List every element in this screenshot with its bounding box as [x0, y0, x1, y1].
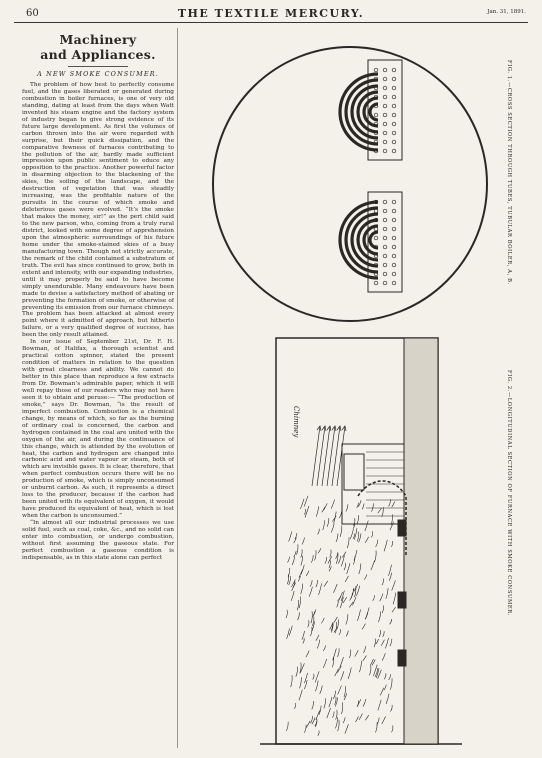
flame-stroke: [371, 561, 375, 571]
flame-stroke: [373, 665, 377, 676]
tube-circle: [392, 254, 396, 258]
boiler-tubes: [374, 68, 396, 285]
flame-stroke: [350, 529, 353, 539]
tube-circle: [383, 104, 387, 108]
flame-stroke: [345, 576, 348, 582]
flame-stroke: [362, 503, 364, 509]
tube-circle: [383, 218, 387, 222]
flame-stroke: [299, 596, 301, 608]
flame-stroke: [337, 648, 339, 657]
flame-stroke: [321, 618, 324, 624]
flame-stroke: [296, 544, 298, 555]
flame-stroke: [287, 557, 289, 563]
flame-stroke: [353, 534, 355, 539]
flame-stroke: [357, 609, 360, 620]
flame-stroke: [382, 716, 386, 724]
flame-stroke: [334, 617, 338, 623]
tube-circle: [392, 77, 396, 81]
flame-stroke: [324, 581, 328, 587]
flame-stroke: [295, 533, 297, 539]
tube-circle: [392, 218, 396, 222]
arrow-head: [317, 426, 321, 431]
flame-stroke: [338, 686, 342, 695]
flame-stroke: [344, 563, 346, 570]
caption-fig-2: FIG. 2.—LONGITUDINAL SECTION OF FURNACE WITH SMOKE CONSUMER.: [506, 370, 512, 617]
flame-stroke: [291, 591, 294, 601]
flame-stroke: [299, 690, 302, 701]
flame-stroke: [300, 677, 302, 688]
flame-stroke: [289, 626, 292, 636]
flame-stroke: [386, 694, 389, 704]
flame-stroke: [363, 699, 366, 706]
flame-stroke: [289, 576, 291, 585]
flame-stroke: [384, 685, 386, 690]
draught-arrow: [322, 426, 330, 486]
draught-arrow: [312, 426, 320, 486]
page-number: 60: [26, 8, 39, 19]
damper-block-3: [398, 650, 406, 666]
flame-stroke: [365, 521, 368, 531]
flame-stroke: [391, 705, 393, 712]
draught-arrow: [327, 426, 335, 486]
flame-stroke: [356, 586, 359, 596]
flame-stroke: [304, 509, 305, 515]
chimney-label: Chimney: [292, 406, 300, 438]
tube-circle: [383, 236, 387, 240]
flame-stroke: [312, 617, 314, 626]
upper-furnace-rings: [340, 74, 378, 150]
flame-stroke: [335, 697, 336, 705]
flame-stroke: [310, 580, 312, 586]
tube-circle: [392, 200, 396, 204]
tube-circle: [392, 95, 396, 99]
flame-stroke: [297, 600, 298, 610]
flame-stroke: [352, 589, 354, 595]
flame-stroke: [379, 612, 381, 623]
flame-stroke: [363, 656, 367, 661]
flame-stroke: [359, 713, 362, 719]
tube-circle: [383, 281, 387, 285]
flame-stroke: [303, 638, 304, 644]
arrow-head: [327, 426, 331, 431]
arrow-head: [322, 426, 326, 431]
flame-stroke: [390, 619, 392, 624]
flame-stroke: [377, 718, 380, 726]
flame-stroke: [384, 540, 387, 552]
flame-stroke: [346, 631, 348, 637]
flame-stroke: [315, 550, 317, 560]
flame-stroke: [311, 611, 312, 623]
column-rule: [177, 28, 178, 748]
flame-stroke: [302, 538, 304, 545]
arrow-head: [337, 426, 341, 431]
tube-circle: [383, 140, 387, 144]
flame-stroke: [318, 731, 319, 736]
flame-stroke: [323, 520, 325, 530]
flame-stroke: [331, 500, 334, 509]
tube-circle: [383, 149, 387, 153]
flame-stroke: [310, 627, 312, 636]
flame-stroke: [383, 631, 385, 637]
flame-stroke: [373, 595, 375, 601]
flame-stroke: [378, 508, 382, 513]
flame-stroke: [366, 607, 370, 619]
flame-stroke: [325, 557, 327, 564]
flame-stroke: [301, 565, 304, 574]
flame-stroke: [384, 673, 386, 679]
flame-stroke: [308, 620, 309, 627]
paragraph-1: The problem of how best to perfectly consume fuel, and the gases liberated or generated during combustion in boiler furnaces, is one of very old standing, dating at least from the days when Watt invented his steam engine and the factory system of industry began to give strong evidence of its future large development. As first the volumes of carbon thrown into the air were regarded with surprise, but their quick dissipation, and the comparative fewness of furnaces contributing to the pollution of the air, hardly made sufficient impression upon public sentiment to educe any opposition to the practice. Another powerful factor in disarming objection to the blackening of the skies, the soiling of the landscape, and the destruction of vegetation that was steadily increasing, was the profitable nature of the pursuits in the course of which smoke and deleterious gases were evolved. “It’s the smoke that makes the money, sir!” as the pert child said to the new parson, who, coming from a truly rural district, looked with some degree of apprehension upon the atmospheric surroundings of his future home under the smoke-stained skies of a busy manufacturing town. Though not strictly accurate, the remark of the child contained a substratum of truth. The evil has since continued to grow, both in extent and intensity, with our expanding industries, until it may properly be said to have become simply unendurable. Many endeavours have been made to devise a satisfactory method of abating or preventing the formation of smoke, or otherwise of preventing its emission from our furnace chimneys. The problem has been attacked at almost every point where it admitted of approach, but hitherto failure, or a very qualified degree of success, has been the only result attained.: [22, 82, 174, 339]
flame-stroke: [391, 541, 392, 547]
flame-stroke: [298, 612, 300, 620]
tube-circle: [392, 122, 396, 126]
flame-stroke: [363, 646, 365, 653]
tube-circle: [392, 113, 396, 117]
flame-stroke: [365, 537, 368, 543]
tube-circle: [392, 149, 396, 153]
tube-circle: [383, 113, 387, 117]
boiler-end-wall: [404, 338, 438, 744]
flame-stroke: [357, 701, 359, 708]
flame-stroke: [359, 563, 361, 574]
flame-stroke: [345, 724, 348, 733]
tube-circle: [383, 227, 387, 231]
tube-circle: [392, 209, 396, 213]
flame-stroke: [315, 671, 319, 682]
tube-circle: [383, 209, 387, 213]
flame-stroke: [374, 638, 375, 647]
tube-circle: [383, 122, 387, 126]
flame-stroke: [286, 722, 288, 731]
flame-stroke: [393, 593, 396, 605]
tube-circle: [392, 68, 396, 72]
draught-arrow: [317, 426, 325, 486]
flame-stroke: [376, 639, 379, 644]
tube-circle: [374, 68, 378, 72]
flame-stroke: [301, 549, 302, 557]
flame-stroke: [296, 667, 298, 677]
tube-circle: [383, 245, 387, 249]
figure-1-cross-section: [213, 47, 487, 321]
flame-stroke: [338, 556, 341, 564]
flame-stroke: [392, 607, 396, 612]
flame-stroke: [347, 563, 350, 574]
article-title: [22, 32, 174, 62]
flame-stroke: [341, 702, 342, 714]
flame-stroke: [380, 688, 383, 696]
flame-stroke: [291, 675, 293, 687]
flame-stroke: [306, 721, 310, 728]
flame-stroke: [339, 629, 341, 635]
flame-stroke: [304, 725, 306, 733]
damper-block-1: [398, 520, 406, 536]
flame-stroke: [292, 557, 295, 565]
flame-stroke: [313, 609, 315, 615]
flame-stroke: [320, 686, 323, 694]
flame-stroke: [354, 550, 357, 560]
tube-circle: [392, 263, 396, 267]
flame-stroke: [348, 668, 351, 679]
flame-stroke: [333, 584, 337, 593]
flame-stroke: [322, 507, 325, 512]
tube-circle: [392, 236, 396, 240]
flame-hatching: [286, 496, 396, 736]
flame-stroke: [358, 500, 361, 506]
flame-stroke: [340, 657, 344, 668]
flame-stroke: [371, 503, 373, 511]
flame-stroke: [309, 587, 312, 597]
flame-stroke: [311, 555, 313, 563]
flame-stroke: [317, 640, 319, 649]
tube-circle: [383, 68, 387, 72]
flame-stroke: [376, 540, 378, 547]
tube-circle: [392, 227, 396, 231]
tube-circle: [392, 281, 396, 285]
flame-stroke: [286, 610, 287, 618]
flame-stroke: [327, 518, 329, 527]
tube-circle: [392, 86, 396, 90]
caption-fig-2-wrap: [500, 370, 514, 700]
tube-circle: [392, 104, 396, 108]
flame-stroke: [316, 635, 319, 641]
flame-stroke: [392, 725, 393, 732]
flame-stroke: [324, 503, 328, 510]
tube-circle: [383, 263, 387, 267]
flame-stroke: [343, 597, 347, 603]
flame-stroke: [331, 523, 334, 532]
arrow-head: [342, 426, 346, 431]
tube-circle: [374, 113, 378, 117]
tube-circle: [383, 272, 387, 276]
flame-stroke: [385, 638, 388, 649]
tube-circle: [392, 140, 396, 144]
engineering-figure: [182, 26, 534, 748]
flame-stroke: [389, 565, 392, 576]
flame-stroke: [376, 722, 378, 732]
title-line-1: Machinery: [59, 32, 137, 47]
flame-stroke: [315, 681, 318, 692]
flame-stroke: [335, 622, 336, 633]
flame-stroke: [386, 588, 388, 599]
paragraph-3: “In almost all our industrial processes we use solid fuel, such as coal, coke, &c., and no solid can enter into combustion, or undergo combustion, without first assuming the gaseous state. For perfect combustion a gaseous condition is indispensable, as in this state alone can perfect: [22, 520, 174, 561]
caption-fig-1-wrap: [500, 60, 514, 310]
flame-stroke: [372, 660, 375, 666]
flame-stroke: [316, 506, 318, 516]
issue-date: Jan. 31, 1891.: [487, 9, 526, 15]
flame-stroke: [347, 537, 349, 548]
flame-stroke: [382, 507, 384, 517]
flame-stroke: [316, 711, 320, 720]
flame-stroke: [300, 499, 304, 509]
flame-stroke: [364, 574, 366, 579]
flame-stroke: [319, 706, 321, 715]
flame-stroke: [343, 717, 345, 723]
flame-stroke: [392, 502, 395, 508]
flame-stroke: [355, 650, 358, 656]
title-divider: [68, 66, 128, 67]
flame-stroke: [381, 640, 384, 646]
masthead: THE TEXTILE MERCURY.: [177, 7, 365, 20]
flame-stroke: [346, 614, 348, 624]
tube-circle: [383, 200, 387, 204]
figure-2-longitudinal-section: [260, 338, 462, 744]
tube-circle: [392, 245, 396, 249]
flame-stroke: [323, 645, 325, 651]
flame-stroke: [327, 708, 331, 718]
flame-stroke: [389, 674, 391, 680]
flame-stroke: [333, 648, 337, 660]
flame-stroke: [289, 532, 292, 542]
flame-stroke: [378, 700, 381, 711]
inspection-door: [344, 454, 364, 490]
article-column: [22, 26, 174, 748]
flame-stroke: [357, 532, 359, 542]
flame-stroke: [318, 529, 320, 535]
flame-stroke: [340, 526, 342, 537]
flame-stroke: [338, 720, 340, 731]
tube-circle: [383, 77, 387, 81]
flame-stroke: [294, 551, 297, 557]
flame-stroke: [362, 624, 365, 630]
flame-stroke: [382, 605, 383, 613]
title-line-2: and Appliances.: [40, 47, 156, 62]
damper-block-2: [398, 592, 406, 608]
flame-stroke: [357, 515, 359, 523]
flame-stroke: [382, 653, 385, 661]
tube-bank-lines: [366, 452, 404, 516]
flame-stroke: [304, 496, 308, 507]
flame-stroke: [346, 504, 348, 511]
flame-stroke: [341, 671, 344, 680]
flame-stroke: [349, 650, 350, 658]
flame-stroke: [324, 698, 326, 708]
flame-stroke: [313, 674, 314, 680]
flame-stroke: [318, 548, 321, 553]
tube-circle: [383, 86, 387, 90]
flame-stroke: [337, 600, 339, 608]
flame-stroke: [357, 503, 359, 508]
page-header: [14, 6, 528, 23]
flame-stroke: [329, 697, 332, 707]
flame-stroke: [355, 716, 358, 722]
tube-circle: [383, 131, 387, 135]
flame-stroke: [306, 571, 309, 576]
flame-stroke: [299, 569, 303, 577]
flame-stroke: [287, 574, 288, 584]
flame-stroke: [379, 630, 381, 637]
flame-stroke: [370, 659, 373, 665]
flame-stroke: [312, 701, 314, 709]
flame-stroke: [369, 666, 371, 676]
caption-fig-1: FIG. 1.—CROSS SECTION THROUGH TUBES, TUBULAR BOILER, A, B.: [506, 60, 512, 285]
tube-circle: [383, 254, 387, 258]
flame-stroke: [390, 639, 392, 646]
flame-stroke: [380, 594, 383, 602]
flame-stroke: [311, 716, 313, 723]
tube-circle: [383, 95, 387, 99]
flame-stroke: [354, 586, 355, 597]
flame-stroke: [287, 628, 290, 638]
arrow-head: [332, 426, 336, 431]
flame-stroke: [330, 550, 331, 558]
tube-circle: [374, 281, 378, 285]
flame-stroke: [365, 715, 368, 720]
tube-circle: [374, 236, 378, 240]
flame-stroke: [294, 703, 295, 709]
flame-stroke: [306, 651, 309, 658]
tube-circle: [392, 272, 396, 276]
draught-arrow: [332, 426, 340, 486]
tube-circle: [392, 131, 396, 135]
flame-stroke: [336, 710, 337, 720]
flame-stroke: [301, 584, 303, 595]
flame-stroke: [333, 691, 335, 699]
flame-stroke: [371, 531, 372, 537]
flame-stroke: [389, 573, 391, 581]
flame-stroke: [315, 719, 317, 727]
flame-stroke: [339, 511, 341, 518]
flame-stroke: [316, 580, 318, 587]
lower-furnace-rings: [340, 202, 378, 278]
flame-stroke: [375, 550, 377, 562]
flame-stroke: [359, 661, 361, 672]
flame-stroke: [344, 686, 346, 697]
flame-stroke: [382, 578, 384, 585]
flame-stroke: [336, 534, 338, 542]
flame-stroke: [319, 584, 322, 595]
flame-stroke: [392, 580, 396, 590]
tube-circle: [374, 209, 378, 213]
draught-arrows: [312, 426, 346, 486]
flame-stroke: [352, 597, 356, 605]
flame-stroke: [332, 712, 334, 718]
flame-stroke: [292, 583, 296, 591]
flame-stroke: [390, 678, 392, 690]
flame-stroke: [323, 659, 326, 668]
article-subtitle: A NEW SMOKE CONSUMER.: [37, 70, 159, 78]
paragraph-2: In our issue of September 21st, Dr. F. H. Bowman, of Halifax, a thorough scientist and practical cotton spinner, stated the present condition of matters in relation to the question with great clearness and ability. We cannot do better in this place than reproduce a few extracts from Dr. Bowman’s admirable paper, which it will well repay those of our readers who may not have seen it to obtain and peruse:— “The production of smoke,” says Dr. Bowman, “is the result of imperfect combustion. Combustion is a chemical change, by means of which, so far as the burning of ordinary coal is concerned, the carbon and hydrogen contained in the coal are united with the oxygen of the air, and during the continuance of this change, which is attended by the evolution of heat, the carbon and hydrogen are changed into carbonic acid and water vapour or steam, both of which are invisible gases. It is clear, therefore, that when perfect combustion occurs there will be no production of smoke, which is simply unconsumed or unburnt carbon. As such, it represents a direct loss to the producer, because if the carbon had been united with its equivalent of oxygen, it would have produced its equivalent of heat, which is lost when the carbon is unconsumed.”: [22, 339, 174, 520]
